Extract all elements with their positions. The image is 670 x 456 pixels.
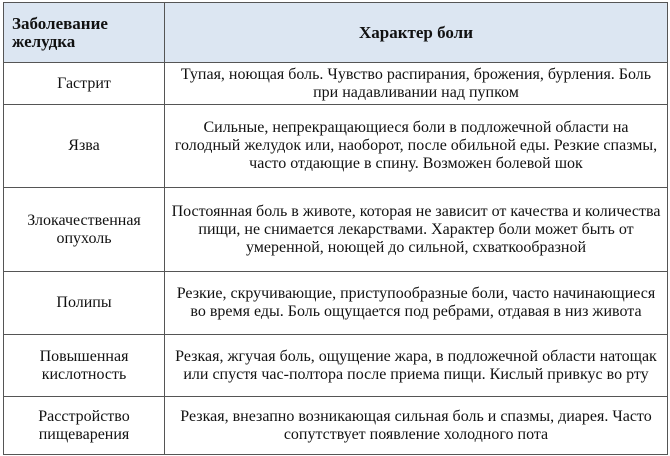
- pain-cell: Резкая, внезапно возникающая сильная боль и спазмы, диарея. Часто сопутствует появление холодного пота: [165, 397, 668, 455]
- pain-cell: Тупая, ноющая боль. Чувство распирания, брожения, бурления. Боль при надавливании над пупком: [165, 63, 668, 105]
- header-pain: Характер боли: [165, 3, 668, 63]
- pain-cell: Резкая, жгучая боль, ощущение жара, в подложечной области натощак или спустя час-полтора после приема пищи. Кислый привкус во рту: [165, 335, 668, 397]
- disease-cell: Полипы: [4, 272, 165, 335]
- header-row: [4, 3, 668, 63]
- pain-cell: Сильные, непрекращающиеся боли в подложечной области на голодный желудок или, наоборот, после обильной еды. Резкие спазмы, часто отдающие в спину. Возможен болевой шок: [165, 105, 668, 188]
- pain-cell: Постоянная боль в животе, которая не зависит от качества и количества пищи, не снимается лекарствами. Характер боли может быть от умеренной, ноющей до сильной, схваткообразной: [165, 188, 668, 272]
- disease-cell: Злокачественная опухоль: [4, 188, 165, 272]
- disease-pain-table: [3, 2, 668, 455]
- table-row: [4, 63, 668, 105]
- disease-cell: Язва: [4, 105, 165, 188]
- table-row: [4, 397, 668, 455]
- table-row: [4, 105, 668, 188]
- disease-cell: Гастрит: [4, 63, 165, 105]
- table-row: [4, 272, 668, 335]
- disease-cell: Повышенная кислотность: [4, 335, 165, 397]
- pain-cell: Резкие, скручивающие, приступообразные боли, часто начинающиеся во время еды. Боль ощущается под ребрами, отдавая в низ живота: [165, 272, 668, 335]
- disease-cell: Расстройство пищеварения: [4, 397, 165, 455]
- header-disease: Заболевание желудка: [4, 3, 165, 63]
- table-row: [4, 335, 668, 397]
- table-row: [4, 188, 668, 272]
